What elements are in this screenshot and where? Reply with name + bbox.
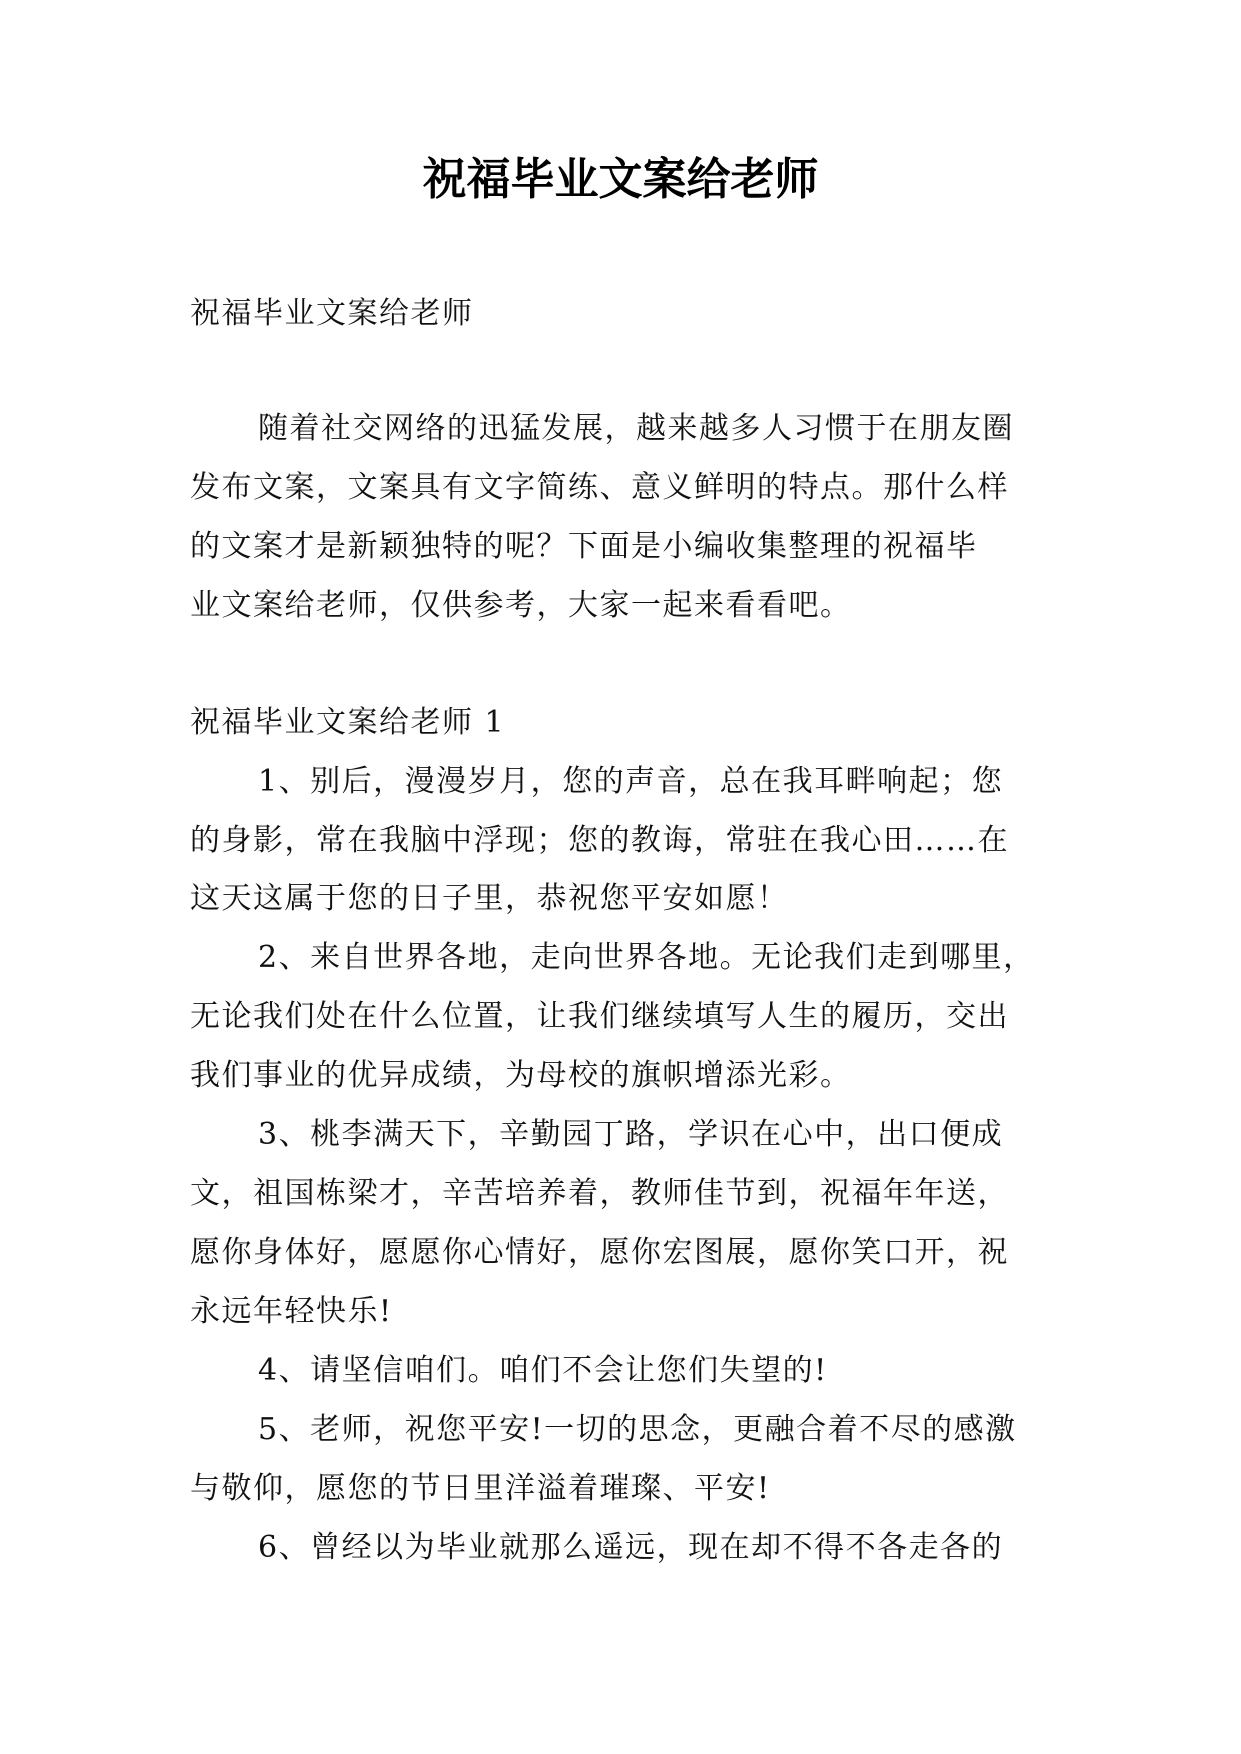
item-line: 的身影，常在我脑中浮现；您的教诲，常驻在我心田……在: [190, 823, 1009, 858]
item-line: 这天这属于您的日子里，恭祝您平安如愿！: [190, 881, 789, 916]
intro-line: 随着社交网络的迅猛发展，越来越多人习惯于在朋友圈: [258, 411, 1014, 446]
item-line: 6、曾经以为毕业就那么遥远，现在却不得不各走各的: [258, 1530, 1004, 1565]
item-line: 1、别后，漫漫岁月，您的声音，总在我耳畔响起；您: [258, 764, 1004, 799]
item-line: 2、来自世界各地，走向世界各地。无论我们走到哪里，: [258, 940, 1035, 975]
subtitle-line: 祝福毕业文案给老师: [190, 296, 474, 331]
intro-line: 业文案给老师，仅供参考，大家一起来看看吧。: [190, 588, 852, 623]
item-line: 我们事业的优异成绩，为母校的旗帜增添光彩。: [190, 1058, 852, 1093]
document-title: 祝福毕业文案给老师: [422, 154, 819, 205]
item-line: 4、请坚信咱们。咱们不会让您们失望的!: [258, 1353, 828, 1388]
item-line: 永远年轻快乐!: [190, 1294, 393, 1329]
item-line: 与敬仰，愿您的节日里洋溢着璀璨、平安!: [190, 1471, 771, 1506]
intro-line: 发布文案，文案具有文字简练、意义鲜明的特点。那什么样: [190, 470, 1009, 505]
item-line: 5、老师，祝您平安!一切的思念，更融合着不尽的感激: [258, 1412, 1017, 1447]
item-line: 无论我们处在什么位置，让我们继续填写人生的履历，交出: [190, 999, 1009, 1034]
section-heading: 祝福毕业文案给老师 1: [190, 705, 506, 740]
item-line: 文，祖国栋梁才，辛苦培养着，教师佳节到，祝福年年送，: [190, 1176, 1009, 1211]
item-line: 3、桃李满天下，辛勤园丁路，学识在心中，出口便成: [258, 1117, 1004, 1152]
intro-line: 的文案才是新颖独特的呢？下面是小编收集整理的祝福毕: [190, 529, 978, 564]
item-line: 愿你身体好，愿愿你心情好，愿你宏图展，愿你笑口开，祝: [190, 1235, 1009, 1270]
